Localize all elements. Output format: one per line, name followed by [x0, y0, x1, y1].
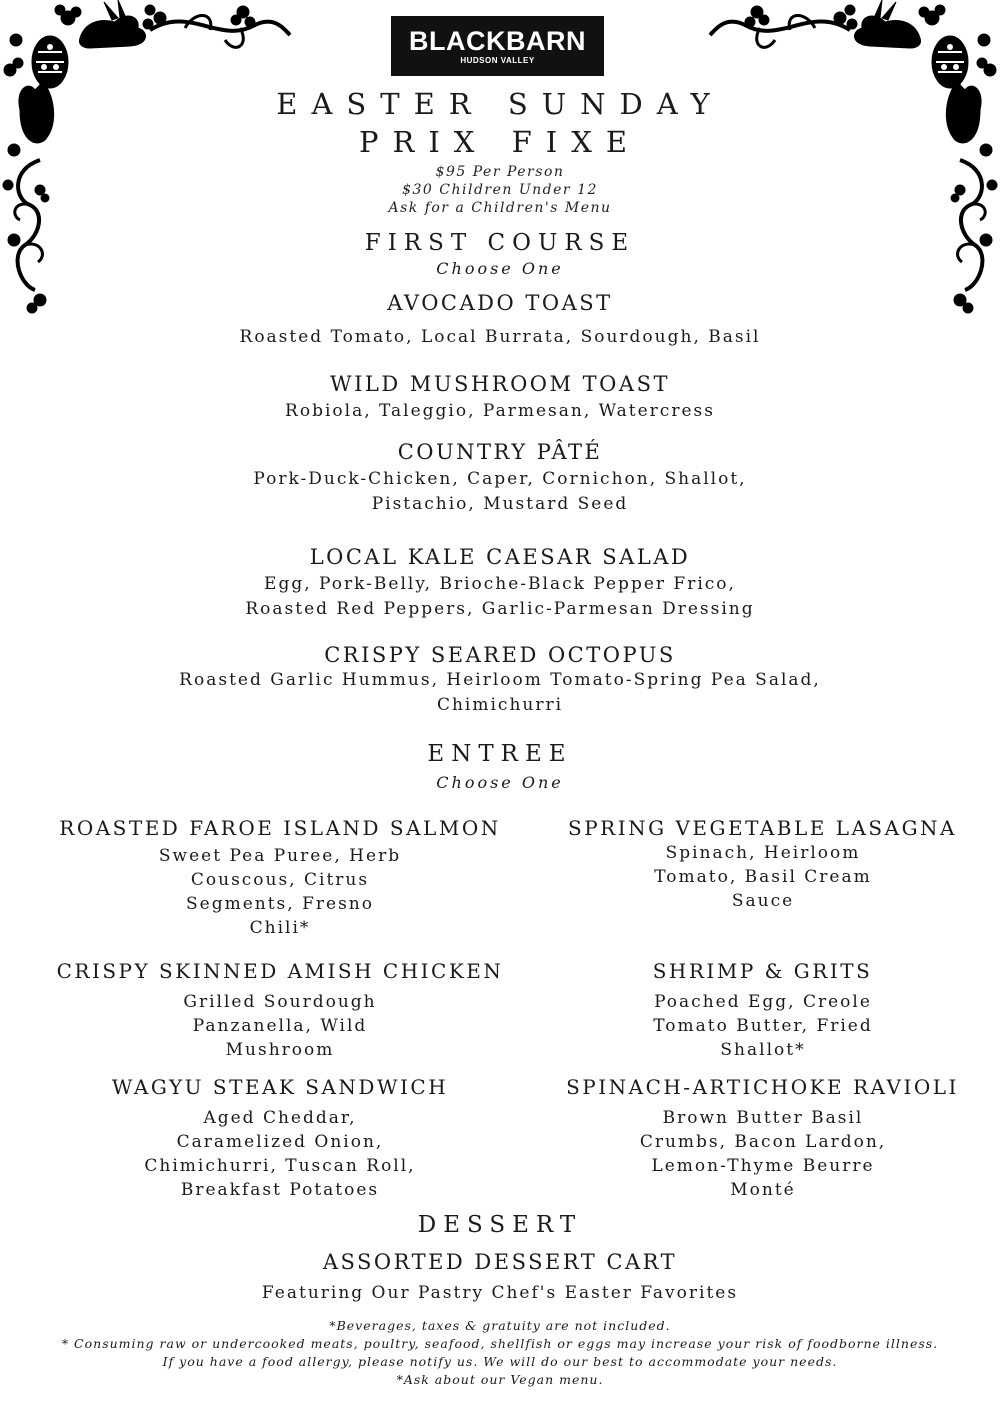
note-line: * Consuming raw or undercooked meats, poultry, seafood, shellfish or eggs may increase your risk of foodborne illness.: [61, 1336, 939, 1351]
desc-line: Grilled Sourdough: [183, 992, 377, 1012]
desc-line: Tomato, Basil Cream: [654, 867, 872, 887]
note-line: If you have a food allergy, please notify us. We will do our best to accommodate your needs.: [162, 1354, 838, 1369]
children-menu-note: Ask for a Children's Menu: [388, 200, 612, 216]
desc-line: Brown Butter Basil: [662, 1108, 864, 1128]
note-line: *Ask about our Vegan menu.: [396, 1372, 604, 1387]
title-line-1: EASTER SUNDAY: [276, 87, 724, 121]
first-item-desc: Egg, Pork-Belly, Brioche-Black Pepper Frico,: [264, 574, 736, 594]
desc-line: Panzanella, Wild: [192, 1016, 368, 1036]
brand-name: BLACKBARN: [409, 26, 586, 56]
first-course-choose: Choose One: [436, 259, 564, 278]
brand-logo: [391, 16, 604, 76]
first-item-desc: Chimichurri: [436, 695, 564, 715]
dessert-item-desc: Featuring Our Pastry Chef's Easter Favorites: [261, 1283, 739, 1303]
entree-item-desc: [120, 990, 440, 1062]
entree-item-name: ROASTED FAROE ISLAND SALMON: [59, 816, 501, 840]
desc-line: Chili*: [249, 918, 311, 938]
desc-line: Couscous, Citrus: [190, 870, 370, 890]
title-line-2: PRIX FIXE: [358, 125, 642, 159]
desc-line: Breakfast Potatoes: [180, 1180, 380, 1200]
first-course-heading: FIRST COURSE: [364, 230, 636, 256]
desc-line: Mushroom: [225, 1040, 335, 1060]
first-item-desc: Roasted Red Peppers, Garlic-Parmesan Dressing: [245, 599, 755, 619]
first-item-desc: Pistachio, Mustard Seed: [371, 494, 629, 514]
first-item-name: CRISPY SEARED OCTOPUS: [324, 643, 676, 667]
desc-line: Lemon-Thyme Beurre: [651, 1156, 875, 1176]
entree-item-desc: [120, 1106, 440, 1202]
first-item-desc: Roasted Tomato, Local Burrata, Sourdough, Basil: [239, 327, 761, 347]
desc-line: Caramelized Onion,: [176, 1132, 384, 1152]
desc-line: Shallot*: [720, 1040, 806, 1060]
note-line: *Beverages, taxes & gratuity are not included.: [329, 1318, 671, 1333]
first-item-name: LOCAL KALE CAESAR SALAD: [309, 545, 691, 569]
entree-item-desc: [120, 844, 440, 940]
desc-line: Poached Egg, Creole: [654, 992, 872, 1012]
entree-item-name: SHRIMP & GRITS: [652, 959, 873, 983]
first-item-desc: Roasted Garlic Hummus, Heirloom Tomato-Spring Pea Salad,: [179, 670, 821, 690]
first-item-desc: Pork-Duck-Chicken, Caper, Cornichon, Shallot,: [253, 469, 747, 489]
entree-item-name: SPRING VEGETABLE LASAGNA: [568, 816, 957, 840]
first-item-name: WILD MUSHROOM TOAST: [330, 372, 670, 396]
desc-line: Segments, Fresno: [186, 894, 374, 914]
entree-heading: ENTREE: [427, 741, 573, 767]
price-children: $30 Children Under 12: [402, 182, 598, 198]
entree-item-desc: [603, 841, 923, 913]
desc-line: Aged Cheddar,: [203, 1108, 357, 1128]
desc-line: Sauce: [731, 891, 795, 911]
desc-line: Spinach, Heirloom: [665, 843, 861, 863]
desc-line: Tomato Butter, Fried: [653, 1016, 873, 1036]
desc-line: Chimichurri, Tuscan Roll,: [144, 1156, 416, 1176]
entree-item-desc: [603, 990, 923, 1062]
first-item-desc: Robiola, Taleggio, Parmesan, Watercress: [285, 401, 715, 421]
entree-choose: Choose One: [436, 773, 564, 792]
dessert-heading: DESSERT: [417, 1212, 583, 1238]
entree-item-desc: [603, 1106, 923, 1202]
entree-item-name: WAGYU STEAK SANDWICH: [111, 1075, 449, 1099]
entree-item-name: SPINACH-ARTICHOKE RAVIOLI: [566, 1075, 959, 1099]
first-item-name: AVOCADO TOAST: [387, 291, 613, 315]
entree-item-name: CRISPY SKINNED AMISH CHICKEN: [56, 959, 504, 983]
desc-line: Crumbs, Bacon Lardon,: [639, 1132, 887, 1152]
brand-tagline: HUDSON VALLEY: [460, 56, 535, 65]
dessert-item-name: ASSORTED DESSERT CART: [322, 1250, 678, 1274]
price-adult: $95 Per Person: [435, 164, 565, 180]
desc-line: Monté: [730, 1180, 796, 1200]
first-item-name: COUNTRY PÂTÉ: [397, 440, 603, 464]
desc-line: Sweet Pea Puree, Herb: [158, 846, 402, 866]
